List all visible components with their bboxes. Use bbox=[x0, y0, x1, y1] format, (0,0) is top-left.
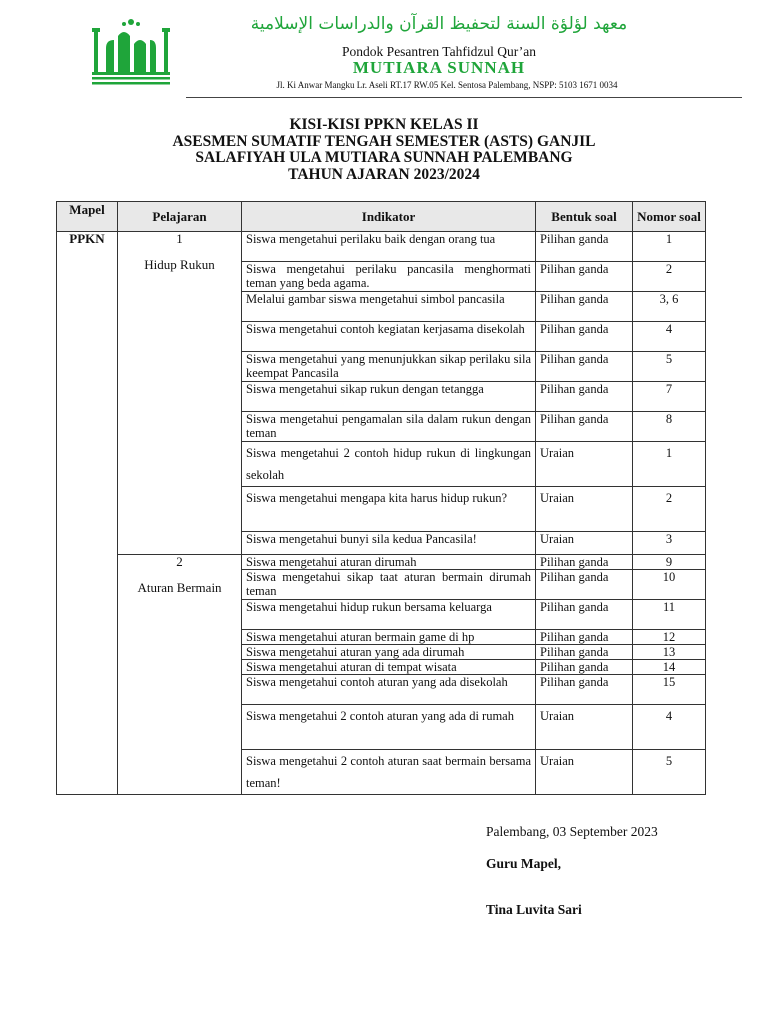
title-line-3: SALAFIYAH ULA MUTIARA SUNNAH PALEMBANG bbox=[195, 149, 573, 166]
indikator-cell: Siswa mengetahui 2 contoh aturan yang ada di rumah bbox=[242, 705, 536, 750]
letterhead bbox=[0, 0, 768, 100]
bentuk-soal-cell: Pilihan ganda bbox=[536, 675, 633, 705]
nomor-soal-cell: 2 bbox=[633, 262, 706, 292]
arabic-institution-name: معهد لؤلؤة السنة لتحفيظ القرآن والدراسات الإسلامية bbox=[250, 14, 628, 34]
header-bentuk-soal: Bentuk soal bbox=[536, 202, 633, 232]
kisi-kisi-table bbox=[56, 201, 706, 795]
pondok-subtitle: Pondok Pesantren Tahfidzul Qur’an bbox=[342, 44, 536, 59]
lesson-number: 2 bbox=[176, 554, 183, 569]
bentuk-soal-cell: Uraian bbox=[536, 705, 633, 750]
title-line-4: TAHUN AJARAN 2023/2024 bbox=[288, 165, 480, 183]
nomor-soal-cell: 3, 6 bbox=[633, 292, 706, 322]
header-nomor-soal: Nomor soal bbox=[633, 202, 706, 232]
school-crest-logo bbox=[84, 14, 178, 88]
nomor-soal-cell: 13 bbox=[633, 645, 706, 660]
indikator-cell: Siswa mengetahui pengamalan sila dalam rukun dengan teman bbox=[242, 412, 536, 442]
table-row bbox=[57, 232, 706, 262]
indikator-cell: Siswa mengetahui aturan yang ada dirumah bbox=[242, 645, 536, 660]
bentuk-soal-cell: Pilihan ganda bbox=[536, 600, 633, 630]
indikator-cell: Melalui gambar siswa mengetahui simbol pancasila bbox=[242, 292, 536, 322]
bentuk-soal-cell: Pilihan ganda bbox=[536, 570, 633, 600]
nomor-soal-cell: 3 bbox=[633, 532, 706, 555]
bentuk-soal-cell: Pilihan ganda bbox=[536, 352, 633, 382]
bentuk-soal-cell: Pilihan ganda bbox=[536, 292, 633, 322]
nomor-soal-cell: 7 bbox=[633, 382, 706, 412]
lesson-cell bbox=[118, 555, 242, 795]
signature-name: Tina Luvita Sari bbox=[486, 902, 582, 917]
indikator-cell: Siswa mengetahui yang menunjukkan sikap perilaku sila keempat Pancasila bbox=[242, 352, 536, 382]
institution-address: Jl. Ki Anwar Mangku Lr. Aseli RT.17 RW.05 Kel. Sentosa Palembang, NSPP: 5103 1671 0034 bbox=[276, 80, 618, 90]
title-line-2: ASESMEN SUMATIF TENGAH SEMESTER (ASTS) GANJIL bbox=[172, 132, 596, 150]
bentuk-soal-cell: Pilihan ganda bbox=[536, 660, 633, 675]
title-line-1: KISI-KISI PPKN KELAS II bbox=[289, 116, 479, 133]
indikator-cell: Siswa mengetahui sikap taat aturan bermain dirumah teman bbox=[242, 570, 536, 600]
nomor-soal-cell: 8 bbox=[633, 412, 706, 442]
indikator-cell: Siswa mengetahui 2 contoh aturan saat bermain bersama teman! bbox=[242, 750, 536, 795]
indikator-cell: Siswa mengetahui sikap rukun dengan tetangga bbox=[242, 382, 536, 412]
signature-date: Palembang, 03 September 2023 bbox=[486, 824, 658, 839]
nomor-soal-cell: 5 bbox=[633, 750, 706, 795]
indikator-cell: Siswa mengetahui aturan di tempat wisata bbox=[242, 660, 536, 675]
indikator-cell: Siswa mengetahui contoh kegiatan kerjasama disekolah bbox=[242, 322, 536, 352]
header-mapel: Mapel bbox=[57, 202, 118, 232]
header-indikator: Indikator bbox=[242, 202, 536, 232]
lesson-number: 1 bbox=[176, 231, 183, 246]
nomor-soal-cell: 4 bbox=[633, 705, 706, 750]
table-row bbox=[57, 555, 706, 570]
bentuk-soal-cell: Pilihan ganda bbox=[536, 382, 633, 412]
bentuk-soal-cell: Pilihan ganda bbox=[536, 630, 633, 645]
bentuk-soal-cell: Uraian bbox=[536, 442, 633, 487]
indikator-cell: Siswa mengetahui hidup rukun bersama keluarga bbox=[242, 600, 536, 630]
lesson-cell bbox=[118, 232, 242, 555]
signature-role: Guru Mapel, bbox=[486, 856, 562, 871]
nomor-soal-cell: 1 bbox=[633, 232, 706, 262]
bentuk-soal-cell: Pilihan ganda bbox=[536, 645, 633, 660]
indikator-cell: Siswa mengetahui perilaku pancasila menghormati teman yang beda agama. bbox=[242, 262, 536, 292]
indikator-cell: Siswa mengetahui bunyi sila kedua Pancasila! bbox=[242, 532, 536, 555]
nomor-soal-cell: 2 bbox=[633, 487, 706, 532]
table-header-row bbox=[57, 202, 706, 232]
indikator-cell: Siswa mengetahui contoh aturan yang ada disekolah bbox=[242, 675, 536, 705]
indikator-cell: Siswa mengetahui aturan dirumah bbox=[242, 555, 536, 570]
bentuk-soal-cell: Pilihan ganda bbox=[536, 322, 633, 352]
bentuk-soal-cell: Pilihan ganda bbox=[536, 412, 633, 442]
nomor-soal-cell: 9 bbox=[633, 555, 706, 570]
institution-name: MUTIARA SUNNAH bbox=[352, 58, 526, 77]
bentuk-soal-cell: Pilihan ganda bbox=[536, 262, 633, 292]
indikator-cell: Siswa mengetahui aturan bermain game di hp bbox=[242, 630, 536, 645]
lesson-name: Hidup Rukun bbox=[144, 257, 215, 272]
bentuk-soal-cell: Uraian bbox=[536, 750, 633, 795]
nomor-soal-cell: 14 bbox=[633, 660, 706, 675]
bentuk-soal-cell: Pilihan ganda bbox=[536, 555, 633, 570]
nomor-soal-cell: 15 bbox=[633, 675, 706, 705]
bentuk-soal-cell: Uraian bbox=[536, 487, 633, 532]
nomor-soal-cell: 1 bbox=[633, 442, 706, 487]
indikator-cell: Siswa mengetahui 2 contoh hidup rukun di lingkungan sekolah bbox=[242, 442, 536, 487]
lesson-name: Aturan Bermain bbox=[137, 580, 222, 595]
nomor-soal-cell: 5 bbox=[633, 352, 706, 382]
nomor-soal-cell: 11 bbox=[633, 600, 706, 630]
mapel-cell: PPKN bbox=[57, 232, 118, 795]
nomor-soal-cell: 4 bbox=[633, 322, 706, 352]
bentuk-soal-cell: Uraian bbox=[536, 532, 633, 555]
nomor-soal-cell: 10 bbox=[633, 570, 706, 600]
nomor-soal-cell: 12 bbox=[633, 630, 706, 645]
letterhead-divider bbox=[186, 97, 742, 98]
document-title bbox=[40, 117, 728, 183]
header-pelajaran: Pelajaran bbox=[118, 202, 242, 232]
bentuk-soal-cell: Pilihan ganda bbox=[536, 232, 633, 262]
indikator-cell: Siswa mengetahui mengapa kita harus hidup rukun? bbox=[242, 487, 536, 532]
indikator-cell: Siswa mengetahui perilaku baik dengan orang tua bbox=[242, 232, 536, 262]
